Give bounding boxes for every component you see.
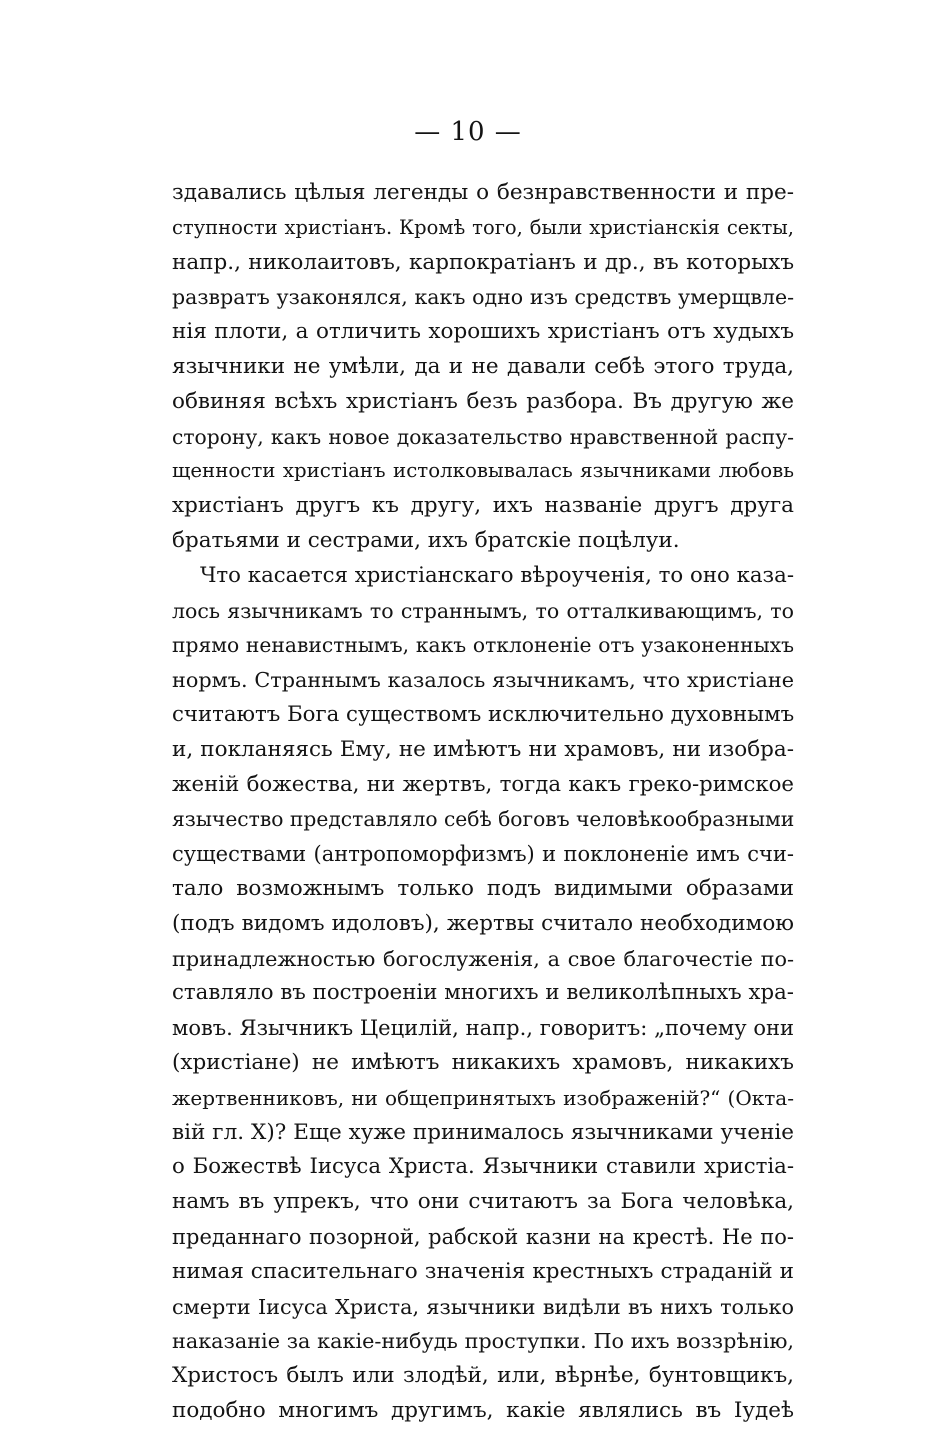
text-line: (подъ видомъ идоловъ), жертвы считало необходимою [172, 910, 794, 936]
text-line: смерти Іисуса Христа, язычники видѣли въ нихъ только [172, 1294, 794, 1319]
text-line: сторону, какъ новое доказательство нравственной распу- [172, 424, 794, 449]
text-line: щенности христіанъ истолковывалась язычниками любовь [172, 459, 794, 483]
text-line: наказаніе за какіе-нибудь проступки. По ихъ воззрѣнію, [172, 1329, 794, 1354]
text-line: напр., николаитовъ, карпократіанъ и др., въ которыхъ [172, 249, 794, 275]
text-line: принадлежностью богослуженія, а свое благочестіе по- [172, 946, 794, 971]
text-line: и, покланяясь Ему, не имѣютъ ни храмовъ, ни изобра- [172, 736, 794, 762]
page-number: — 10 — [414, 117, 522, 147]
paragraph-start-line: Что касается христіанскаго вѣроученія, то оно каза- [200, 562, 794, 588]
text-line: преданнаго позорной, рабской казни на крестѣ. Не по- [172, 1224, 794, 1249]
text-line: о Божествѣ Іисуса Христа. Язычники ставили христіа- [172, 1154, 794, 1180]
text-line: женій божества, ни жертвъ, тогда какъ греко-римское [172, 771, 794, 797]
text-line: считаютъ Бога существомъ исключительно духовнымъ [172, 701, 795, 727]
text-line: развратъ узаконялся, какъ одно изъ средствъ умерщвле- [172, 285, 794, 310]
text-line: мовъ. Язычникъ Цецилій, напр., говоритъ: „почему они [172, 1016, 794, 1041]
text-line: христіанъ другъ къ другу, ихъ названіе другъ друга [172, 493, 794, 519]
text-line: жертвенниковъ, ни общепринятыхъ изображеній?“ (Окта- [172, 1085, 794, 1110]
text-line: ступности христіанъ. Кромѣ того, были христіанскія секты, [172, 215, 794, 239]
text-line: нія плоти, а отличить хорошихъ христіанъ отъ худыхъ [172, 319, 794, 345]
text-line: вій гл. X)? Еще хуже принималось язычниками ученіе [172, 1119, 794, 1145]
text-line: намъ въ упрекъ, что они считаютъ за Бога человѣка, [172, 1189, 794, 1215]
text-line: обвиняя всѣхъ христіанъ безъ разбора. Въ другую же [172, 388, 794, 414]
text-line: (христіане) не имѣютъ никакихъ храмовъ, никакихъ [172, 1049, 794, 1075]
text-line: здавались цѣлыя легенды о безнравственности и пре- [172, 180, 794, 205]
text-line: лось язычникамъ то страннымъ, то отталкивающимъ, то [172, 598, 794, 623]
text-line: Христосъ былъ или злодѣй, или, вѣрнѣе, бунтовщикъ, [172, 1363, 794, 1389]
text-line: прямо ненавистнымъ, какъ отклоненіе отъ узаконенныхъ [172, 633, 794, 658]
text-line: подобно многимъ другимъ, какіе являлись въ Іудеѣ [172, 1397, 794, 1423]
text-line: существами (антропоморфизмъ) и поклоненіе имъ счи- [172, 842, 794, 867]
text-line: ставляло въ построеніи многихъ и великолѣпныхъ хра- [172, 980, 794, 1006]
text-line: нимая спасительнаго значенія крестныхъ страданій и [172, 1258, 794, 1284]
text-line: язычники не умѣли, да и не давали себѣ этого труда, [172, 353, 794, 379]
paragraph-end-line: братьями и сестрами, ихъ братскіе поцѣлуи. [172, 527, 680, 553]
text-line: тало возможнымъ только подъ видимыми образами [172, 875, 794, 901]
text-line: язычество представляло себѣ боговъ человѣкообразными [172, 807, 795, 832]
text-line: нормъ. Страннымъ казалось язычникамъ, что христіане [172, 668, 794, 693]
body-text [172, 176, 794, 1429]
